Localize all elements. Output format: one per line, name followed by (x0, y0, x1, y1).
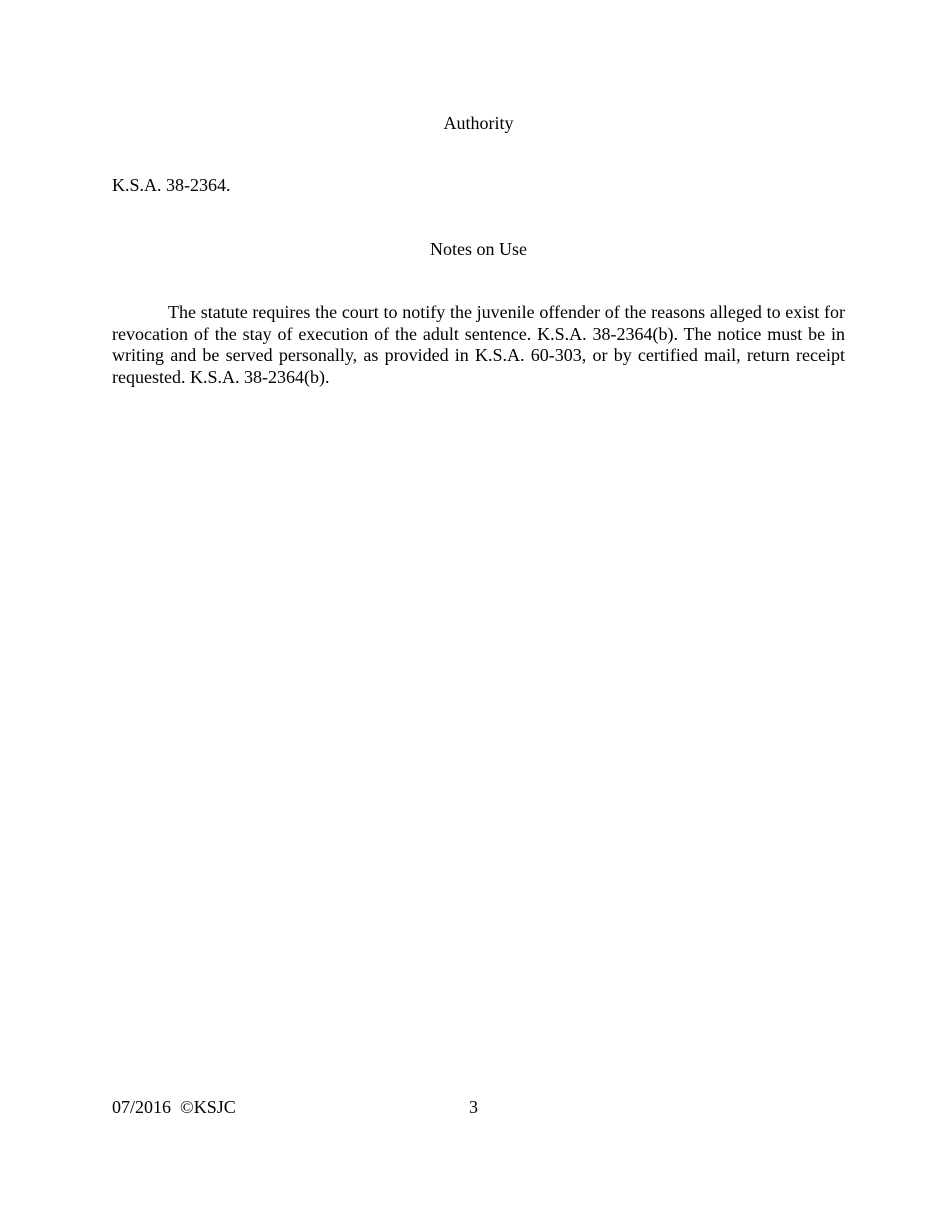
authority-citation: K.S.A. 38-2364. (112, 175, 231, 195)
footer-date-copyright (112, 1096, 236, 1118)
footer-copyright: ©KSJC (180, 1097, 236, 1117)
footer-page-number: 3 (469, 1097, 478, 1117)
footer-date: 07/2016 (112, 1097, 172, 1117)
notes-on-use-paragraph: The statute requires the court to notify the juvenile offender of the reasons alleged to exist for revocation of the stay of execution of the adult sentence. K.S.A. 38-2364(b). The notice must be in writing and be served personally, as provided in K.S.A. 60-303, or by certified mail, return receipt requested. K.S.A. 38-2364(b). (112, 302, 845, 388)
notes-on-use-heading: Notes on Use (430, 239, 527, 259)
authority-heading: Authority (443, 113, 514, 133)
